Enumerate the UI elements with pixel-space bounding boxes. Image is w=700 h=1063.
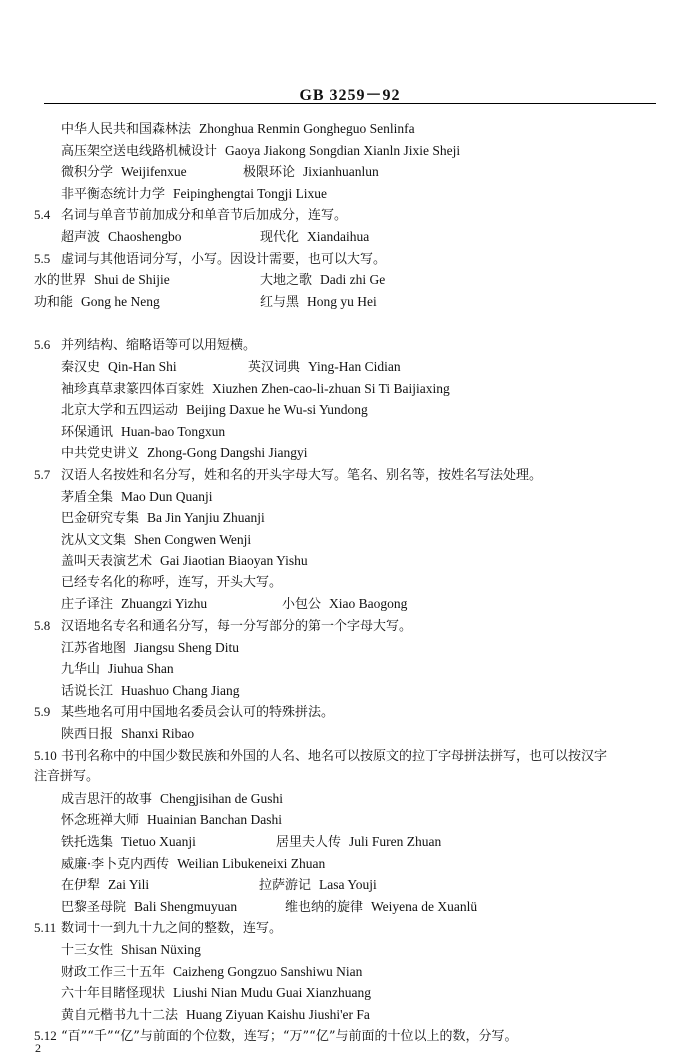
page-number: 2 — [35, 1041, 41, 1055]
pinyin-text: Hong yu Hei — [307, 293, 377, 309]
example-line — [34, 118, 666, 140]
chinese-text: 秦汉史 — [61, 359, 101, 375]
example-line — [34, 399, 666, 421]
chinese-text: 中共党史讲义 — [61, 446, 140, 462]
example-line — [34, 486, 666, 508]
pinyin-text: Zai Yili — [108, 877, 150, 893]
example-line — [34, 593, 666, 615]
pinyin-text: Shui de Shijie — [94, 272, 170, 288]
chinese-text: 九华山 — [61, 662, 101, 678]
pinyin-text: Ying-Han Cidian — [308, 358, 401, 374]
chinese-text: 话说长江 — [61, 683, 114, 699]
pinyin-text: Jiangsu Sheng Ditu — [134, 639, 240, 655]
section-number: 5.12 — [34, 1028, 57, 1044]
example-line — [34, 788, 666, 810]
pinyin-text: Gaoya Jiakong Songdian Xianln Jixie Sheji — [225, 142, 461, 158]
chinese-text: 英汉词典 — [248, 359, 301, 375]
chinese-text: 居里夫人传 — [276, 835, 342, 850]
chinese-text: 环保通讯 — [61, 424, 114, 440]
example-line — [34, 269, 666, 291]
second-example — [248, 356, 401, 379]
second-example — [260, 226, 369, 249]
example-line — [34, 291, 666, 313]
example-line — [34, 356, 666, 378]
pinyin-text: Huan-bao Tongxun — [121, 423, 226, 439]
pinyin-text: Gai Jiaotian Biaoyan Yishu — [160, 553, 308, 569]
chinese-text: “百”“千”“亿”与前面的个位数，连写；“万”“亿”与前面的十位以上的数，分写。 — [61, 1029, 518, 1045]
section-number: 5.10 — [34, 747, 57, 763]
chinese-text: 已经专名化的称呼，连写，开头大写。 — [61, 574, 283, 590]
pinyin-text: Lasa Youji — [319, 877, 377, 893]
section-line — [34, 248, 666, 270]
section-line — [34, 701, 666, 723]
section-line — [34, 745, 666, 767]
example-line — [34, 723, 666, 745]
chinese-text: 威廉·李卜克内西传 — [61, 856, 170, 872]
section-number: 5.8 — [34, 618, 51, 634]
chinese-text: 数词十一到九十九之间的整数，连写。 — [61, 921, 283, 937]
chinese-text: 茅盾全集 — [61, 489, 114, 505]
example-line — [34, 831, 666, 853]
second-example — [243, 161, 379, 184]
pinyin-text: Zhong-Gong Dangshi Jiangyi — [147, 445, 308, 461]
pinyin-text: Jixianhuanlun — [303, 164, 379, 180]
pinyin-text: Ba Jin Yanjiu Zhuanji — [147, 510, 265, 526]
example-line — [34, 550, 666, 572]
section-number: 5.6 — [34, 337, 51, 353]
example-line — [34, 226, 666, 248]
second-example — [260, 291, 377, 314]
pinyin-text: Dadi zhi Ge — [320, 272, 386, 288]
pinyin-text: Xiao Baogong — [329, 596, 408, 612]
section-number: 5.11 — [34, 920, 57, 936]
example-line — [34, 939, 666, 961]
chinese-text: 六十年目睹怪现状 — [61, 986, 166, 1002]
pinyin-text: Feipinghengtai Tongji Lixue — [173, 185, 328, 201]
chinese-text: 小包公 — [282, 597, 322, 613]
chinese-text: 铁托选集 — [61, 835, 114, 850]
example-line — [34, 507, 666, 529]
pinyin-text: Liushi Nian Mudu Guai Xianzhuang — [173, 985, 371, 1001]
example-line — [34, 809, 666, 831]
example-line — [34, 853, 666, 875]
pinyin-text: Huainian Banchan Dashi — [147, 812, 282, 828]
chinese-text: 北京大学和五四运动 — [61, 403, 179, 419]
second-example — [285, 896, 477, 919]
example-line — [34, 442, 666, 464]
chinese-text: 汉语地名专名和通名分写，每一分写部分的第一个字母大写。 — [61, 619, 413, 635]
pinyin-text: Huang Ziyuan Kaishu Jiushi'er Fa — [186, 1006, 370, 1022]
chinese-text: 巴金研究专集 — [61, 511, 140, 527]
section-line — [34, 615, 666, 637]
pinyin-text: Beijing Daxue he Wu-si Yundong — [186, 402, 368, 418]
chinese-text: 在伊犁 — [61, 878, 101, 894]
chinese-text: 超声波 — [61, 229, 101, 245]
example-line — [34, 140, 666, 162]
chinese-text: 现代化 — [260, 229, 300, 245]
example-line — [34, 378, 666, 400]
chinese-text: 怀念班禅大师 — [61, 813, 140, 829]
chinese-text: 书刊名称中的中国少数民族和外国的人名、地名可以按原文的拉丁字母拼法拼写，也可以按汉字 — [61, 748, 608, 764]
pinyin-text: Chaoshengbo — [108, 228, 182, 244]
pinyin-text: Chengjisihan de Gushi — [160, 790, 284, 806]
chinese-text: 成吉思汗的故事 — [61, 791, 153, 807]
chinese-text: 拉萨游记 — [259, 878, 312, 894]
chinese-text: 十三女性 — [61, 942, 114, 958]
chinese-text: 微积分学 — [61, 165, 114, 181]
pinyin-text: Zhuangzi Yizhu — [121, 596, 208, 612]
section-line — [34, 1025, 666, 1047]
pinyin-text: Shisan Nüxing — [121, 941, 201, 957]
second-example — [282, 593, 407, 616]
chinese-text: 巴黎圣母院 — [61, 899, 127, 915]
chinese-text: 黄自元楷书九十二法 — [61, 1007, 179, 1023]
pinyin-text: Caizheng Gongzuo Sanshiwu Nian — [173, 963, 363, 979]
chinese-text: 沈从文文集 — [61, 532, 127, 548]
section-line — [34, 204, 666, 226]
chinese-text: 庄子译注 — [61, 597, 114, 613]
example-line — [34, 766, 666, 788]
example-line — [34, 572, 666, 594]
section-line — [34, 464, 666, 486]
pinyin-text: Huashuo Chang Jiang — [121, 682, 240, 698]
chinese-text: 功和能 — [34, 294, 74, 310]
chinese-text: 红与黑 — [260, 294, 300, 310]
example-line — [34, 874, 666, 896]
pinyin-text: Gong he Neng — [81, 293, 160, 309]
pinyin-text: Xiandaihua — [307, 228, 370, 244]
example-line — [34, 982, 666, 1004]
pinyin-text: Zhonghua Renmin Gongheguo Senlinfa — [199, 121, 415, 136]
section-number: 5.7 — [34, 466, 51, 482]
pinyin-text: Juli Furen Zhuan — [349, 834, 442, 849]
pinyin-text: Shen Congwen Wenji — [134, 531, 252, 547]
chinese-text: 中华人民共和国森林法 — [61, 122, 192, 137]
pinyin-text: Mao Dun Quanji — [121, 488, 213, 504]
document-header: GB 3259－92 — [299, 87, 401, 104]
section-line — [34, 917, 666, 939]
chinese-text: 高压架空送电线路机械设计 — [61, 143, 218, 159]
pinyin-text: Shanxi Ribao — [121, 726, 195, 742]
example-line — [34, 637, 666, 659]
chinese-text: 名词与单音节前加成分和单音节后加成分，连写。 — [61, 208, 348, 224]
chinese-text: 江苏省地图 — [61, 640, 127, 656]
chinese-text: 水的世界 — [34, 273, 87, 289]
section-number: 5.9 — [34, 704, 51, 720]
chinese-text: 虚词与其他语词分写，小写。因设计需要，也可以大写。 — [61, 251, 387, 267]
example-line — [34, 183, 666, 205]
chinese-text: 陕西日报 — [61, 727, 114, 743]
second-example — [276, 831, 441, 854]
chinese-text: 注音拼写。 — [34, 769, 100, 785]
pinyin-text: Weiyena de Xuanlü — [371, 898, 478, 914]
pinyin-text: Bali Shengmuyuan — [134, 898, 238, 914]
pinyin-text: Qin-Han Shi — [108, 358, 177, 374]
example-line — [34, 1004, 666, 1026]
pinyin-text: Xiuzhen Zhen-cao-li-zhuan Si Ti Baijiaxing — [212, 380, 450, 396]
chinese-text: 维也纳的旋律 — [285, 899, 364, 915]
example-line — [34, 961, 666, 983]
chinese-text: 袖珍真草隶篆四体百家姓 — [61, 381, 205, 397]
chinese-text: 并列结构、缩略语等可以用短横。 — [61, 338, 257, 354]
pinyin-text: Tietuo Xuanji — [121, 834, 196, 849]
example-line — [34, 896, 666, 918]
pinyin-text: Jiuhua Shan — [108, 661, 174, 677]
chinese-text: 非平衡态统计力学 — [61, 186, 166, 202]
section-line — [34, 334, 666, 356]
example-line — [34, 529, 666, 551]
blank-line — [34, 312, 666, 334]
document-body — [34, 118, 666, 1047]
second-example — [259, 874, 377, 897]
chinese-text: 财政工作三十五年 — [61, 964, 166, 980]
example-line — [34, 658, 666, 680]
chinese-text: 盖叫天表演艺术 — [61, 554, 153, 570]
section-number: 5.4 — [34, 207, 51, 223]
example-line — [34, 161, 666, 183]
second-example — [260, 269, 385, 292]
section-number: 5.5 — [34, 250, 51, 266]
example-line — [34, 680, 666, 702]
header-rule — [44, 103, 656, 104]
chinese-text: 极限环论 — [243, 165, 296, 181]
chinese-text: 大地之歌 — [260, 273, 313, 289]
chinese-text: 某些地名可用中国地名委员会认可的特殊拼法。 — [61, 705, 335, 721]
pinyin-text: Weijifenxue — [121, 164, 187, 180]
chinese-text: 汉语人名按姓和名分写，姓和名的开头字母大写。笔名、别名等，按姓名写法处理。 — [61, 467, 543, 483]
example-line — [34, 421, 666, 443]
pinyin-text: Weilian Libukeneixi Zhuan — [177, 855, 326, 871]
